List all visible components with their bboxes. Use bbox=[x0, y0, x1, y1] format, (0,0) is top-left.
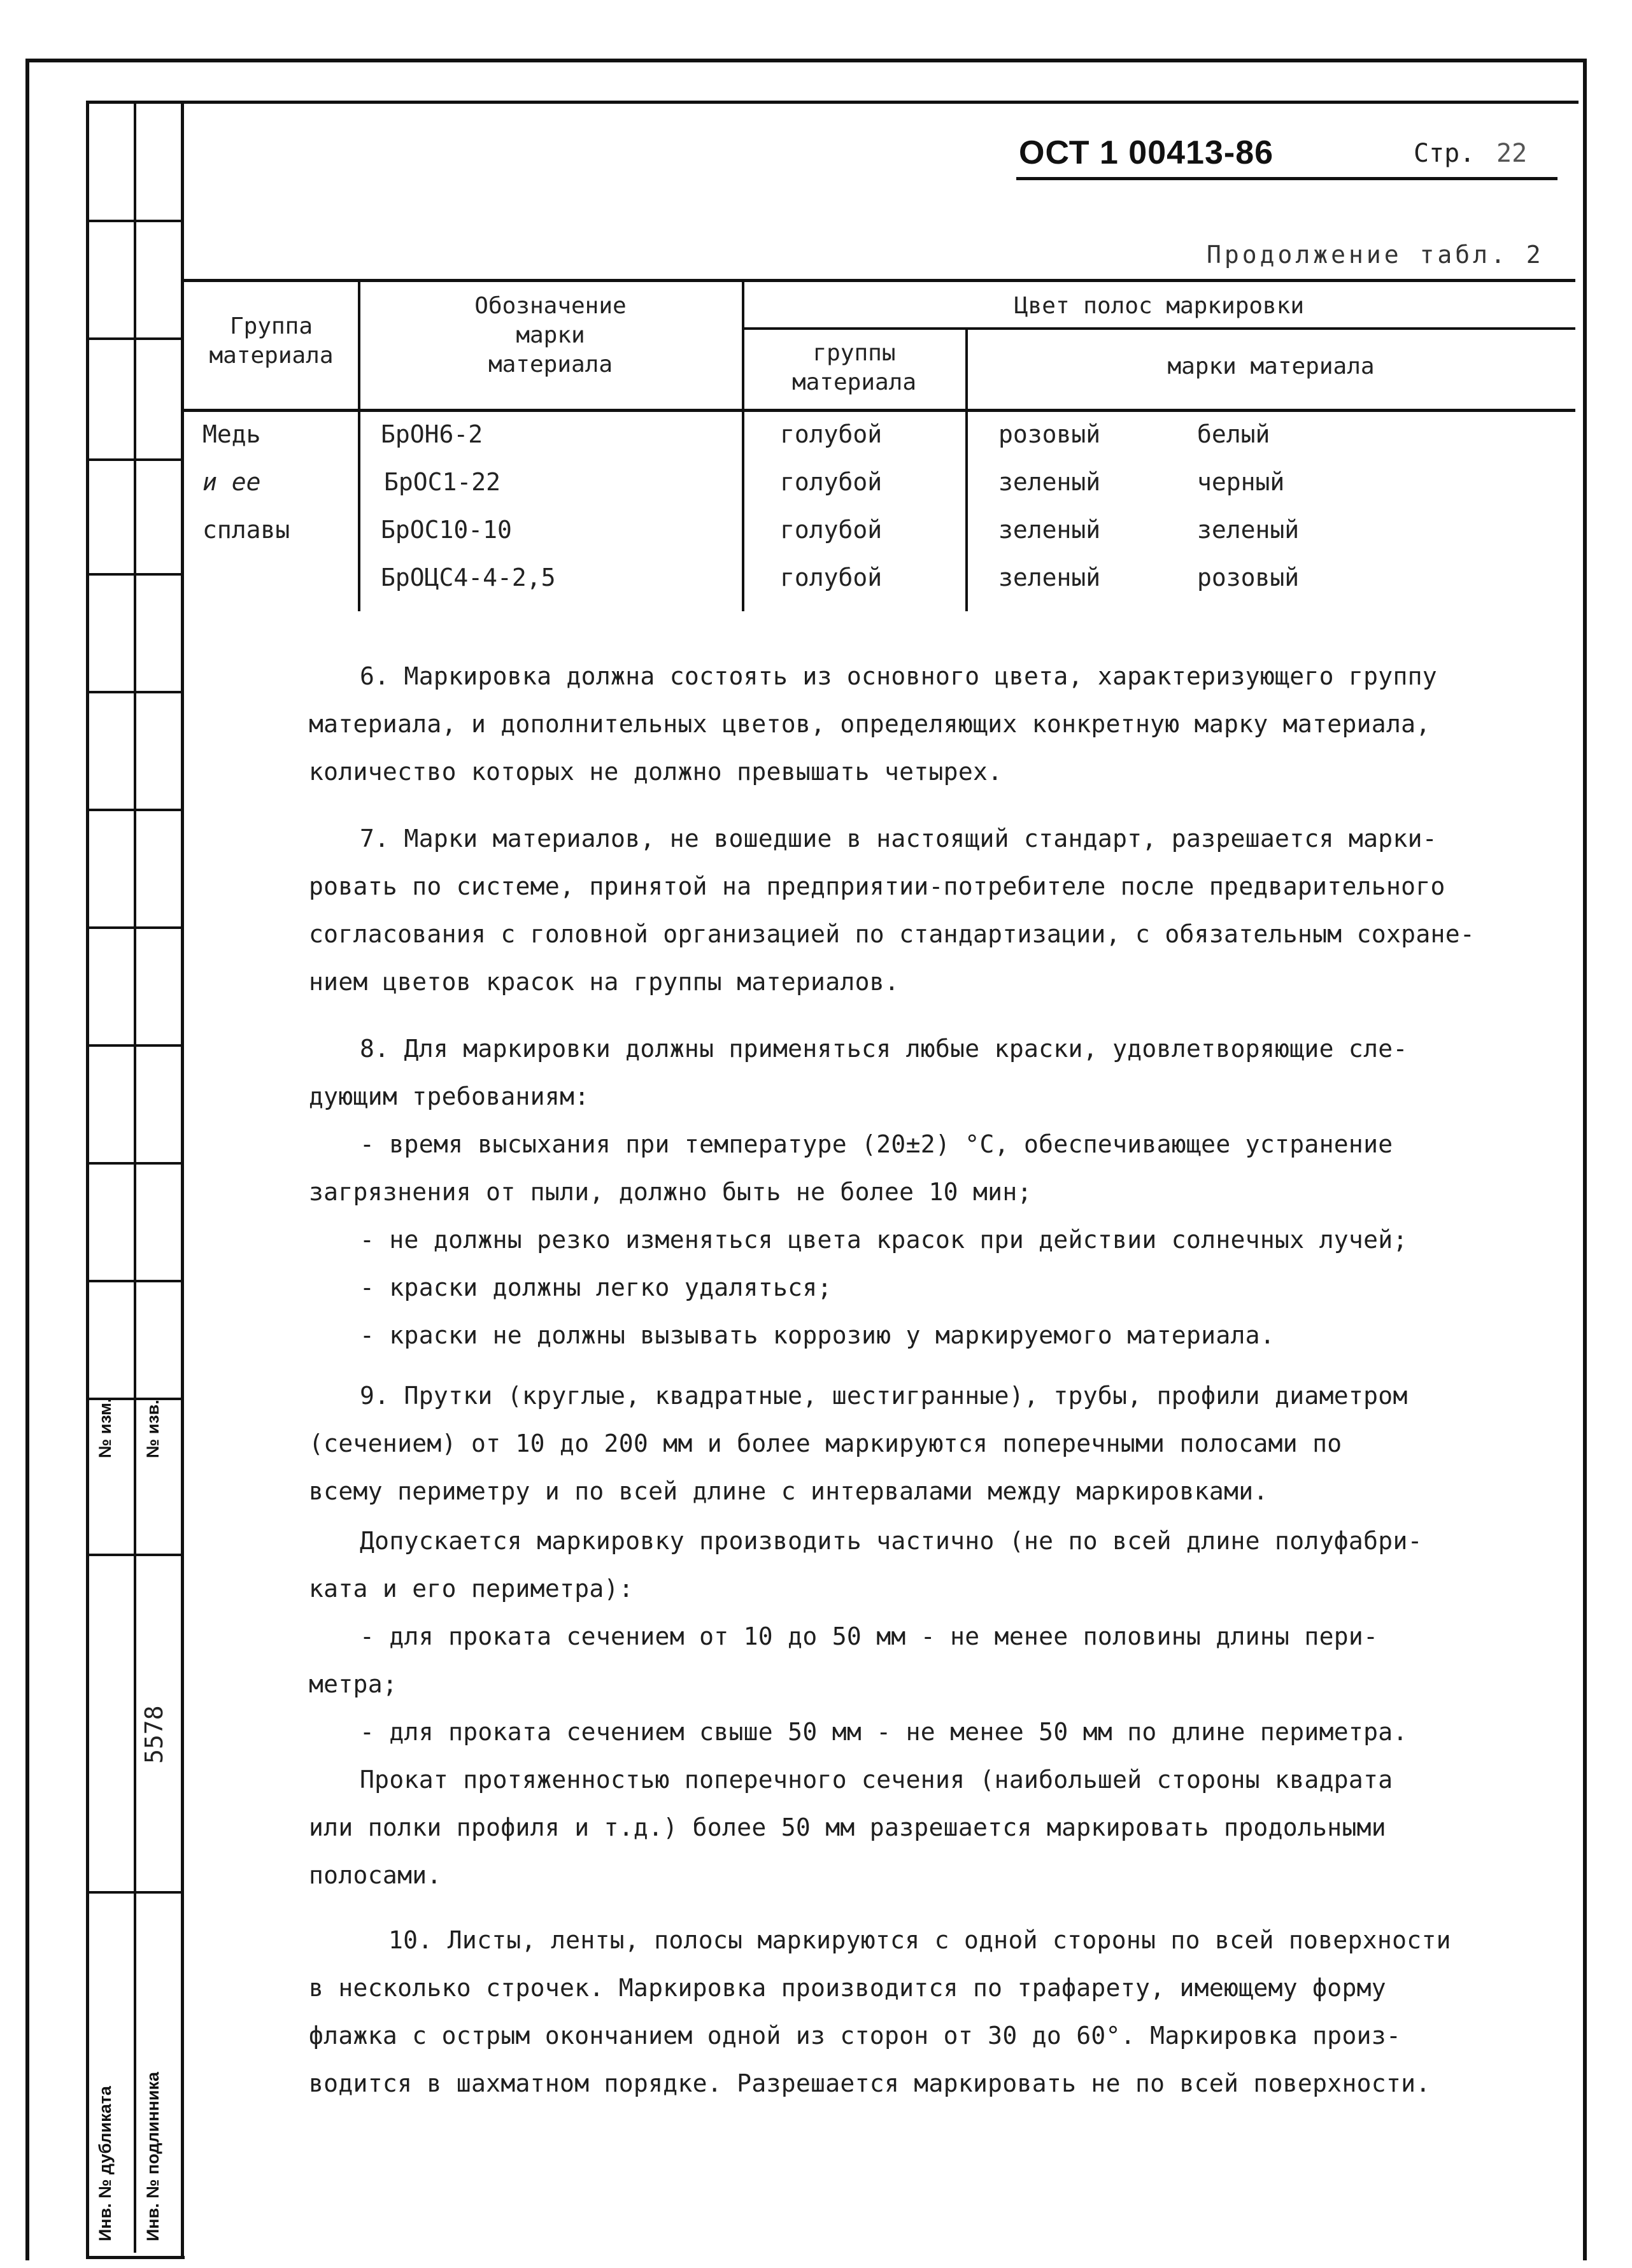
group-color-cell: голубой bbox=[780, 468, 883, 496]
table-top-rule bbox=[184, 279, 1575, 282]
paragraph-line: ката и его периметра): bbox=[309, 1575, 634, 1603]
grade-cell: БрОС10-10 bbox=[381, 516, 512, 544]
grade-cell: БрОЦС4-4-2,5 bbox=[381, 563, 556, 592]
page-label: Стр. bbox=[1414, 139, 1475, 168]
paragraph-line: - не должны резко изменяться цвета красок при действии солнечных лучей; bbox=[360, 1226, 1408, 1254]
inventory-number: 5578 bbox=[140, 1705, 168, 1764]
strip-line bbox=[86, 1044, 181, 1047]
paragraph-line: - время высыхания при температуре (20±2) °С, обеспечивающее устранение bbox=[360, 1130, 1393, 1158]
paragraph-line: или полки профиля и т.д.) более 50 мм разрешается маркировать продольными bbox=[309, 1813, 1386, 1841]
strip-line bbox=[86, 1554, 181, 1556]
paragraph-line: 10. Листы, ленты, полосы маркируются с одной стороны по всей поверхности bbox=[388, 1926, 1451, 1954]
paragraph-line: всему периметру и по всей длине с интервалами между маркировками. bbox=[309, 1477, 1268, 1505]
paragraph-line: флажка с острым окончанием одной из сторон от 30 до 60°. Маркировка произ- bbox=[309, 2022, 1401, 2050]
group-color-cell: голубой bbox=[780, 516, 883, 544]
group-color-cell: голубой bbox=[780, 563, 883, 592]
header-designation: Обозначение марки материала bbox=[474, 293, 627, 378]
paragraph-line: ровать по системе, принятой на предприятии-потребителе после предварительного bbox=[309, 872, 1445, 900]
grade-color-cell: зеленый bbox=[998, 468, 1101, 496]
paragraph-line: нием цветов красок на группы материалов. bbox=[309, 968, 900, 996]
group-color-cell: голубой bbox=[780, 420, 883, 448]
header-grade-color: марки материала bbox=[1167, 353, 1375, 379]
paragraph-line: Прокат протяженностью поперечного сечения (наибольшей стороны квадрата bbox=[360, 1766, 1393, 1794]
grade-color-cell: зеленый bbox=[998, 563, 1101, 592]
paragraph-line: дующим требованиям: bbox=[309, 1082, 590, 1110]
paragraph-line: - для проката сечением свыше 50 мм - не менее 50 мм по длине периметра. bbox=[360, 1718, 1408, 1746]
paragraph-line: - для проката сечением от 10 до 50 мм - не менее половины длины пери- bbox=[360, 1622, 1379, 1650]
paragraph-line: водится в шахматном порядке. Разрешается маркировать не по всей поверхности. bbox=[309, 2069, 1431, 2097]
header-group-color: группы материала bbox=[791, 340, 917, 395]
margin-strip-divider bbox=[134, 101, 136, 2253]
paragraph-line: 8. Для маркировки должны применяться любые краски, удовлетворяющие сле- bbox=[360, 1035, 1408, 1063]
header-rule bbox=[1016, 177, 1557, 180]
paragraph-line: - краски должны легко удаляться; bbox=[360, 1273, 832, 1301]
header-stripe-color: Цвет полос маркировки bbox=[1014, 293, 1305, 319]
strip-line bbox=[86, 1280, 181, 1282]
notice-no-label: № изв. bbox=[143, 1400, 162, 1458]
grade-color-cell: черный bbox=[1197, 468, 1285, 496]
strip-line bbox=[86, 573, 181, 576]
paragraph-line: материала, и дополнительных цветов, определяющих конкретную марку материала, bbox=[309, 710, 1431, 738]
table-subheader-rule bbox=[742, 327, 1575, 330]
header-group: Группа материала bbox=[209, 313, 334, 369]
group-label-line: Медь bbox=[202, 420, 261, 448]
page-number: 22 bbox=[1496, 139, 1528, 168]
duplicate-inv-label: Инв. № дубликата bbox=[96, 2086, 115, 2241]
grade-cell: БрОС1-22 bbox=[384, 468, 501, 496]
strip-line bbox=[86, 337, 181, 340]
grade-color-cell: зеленый bbox=[1197, 516, 1300, 544]
table-column-divider bbox=[742, 280, 744, 611]
group-label-line: сплавы bbox=[202, 516, 290, 544]
strip-line bbox=[86, 926, 181, 929]
paragraph-line: согласования с головной организацией по стандартизации, с обязательным сохране- bbox=[309, 920, 1475, 948]
strip-line bbox=[86, 458, 181, 461]
paragraph-line: метра; bbox=[309, 1670, 398, 1698]
strip-line bbox=[86, 691, 181, 693]
original-inv-label: Инв. № подлинника bbox=[143, 2072, 162, 2241]
paragraph-line: полосами. bbox=[309, 1861, 442, 1889]
group-label-line: и ее bbox=[202, 468, 261, 496]
change-no-label: № изм. bbox=[96, 1398, 115, 1458]
grade-cell: БрОН6-2 bbox=[381, 420, 483, 448]
paragraph-line: в несколько строчек. Маркировка производится по трафарету, имеющему форму bbox=[309, 1974, 1386, 2002]
grade-color-cell: белый bbox=[1197, 420, 1270, 448]
strip-line bbox=[86, 1162, 181, 1165]
paragraph-line: (сечением) от 10 до 200 мм и более маркируются поперечными полосами по bbox=[309, 1429, 1342, 1457]
table-header-bottom-rule bbox=[184, 409, 1575, 412]
paragraph-line: Допускается маркировку производить частично (не по всей длине полуфабри- bbox=[360, 1527, 1423, 1555]
paragraph-line: - краски не должны вызывать коррозию у маркируемого материала. bbox=[360, 1321, 1275, 1349]
strip-line bbox=[86, 1891, 181, 1894]
grade-color-cell: розовый bbox=[998, 420, 1101, 448]
paragraph-line: 9. Прутки (круглые, квадратные, шестигранные), трубы, профили диаметром bbox=[360, 1382, 1408, 1410]
table-continuation-note: Продолжение табл. 2 bbox=[1207, 241, 1544, 269]
grade-color-cell: розовый bbox=[1197, 563, 1300, 592]
paragraph-line: загрязнения от пыли, должно быть не более 10 мин; bbox=[309, 1178, 1032, 1206]
document-code: ОСТ 1 00413-86 bbox=[1019, 134, 1274, 171]
grade-color-cell: зеленый bbox=[998, 516, 1101, 544]
paragraph-line: 7. Марки материалов, не вошедшие в настоящий стандарт, разрешается марки- bbox=[360, 825, 1437, 853]
paragraph-line: 6. Маркировка должна состоять из основного цвета, характеризующего группу bbox=[360, 662, 1437, 690]
strip-line bbox=[86, 809, 181, 811]
paragraph-line: количество которых не должно превышать четырех. bbox=[309, 758, 1003, 786]
strip-line bbox=[86, 220, 181, 222]
